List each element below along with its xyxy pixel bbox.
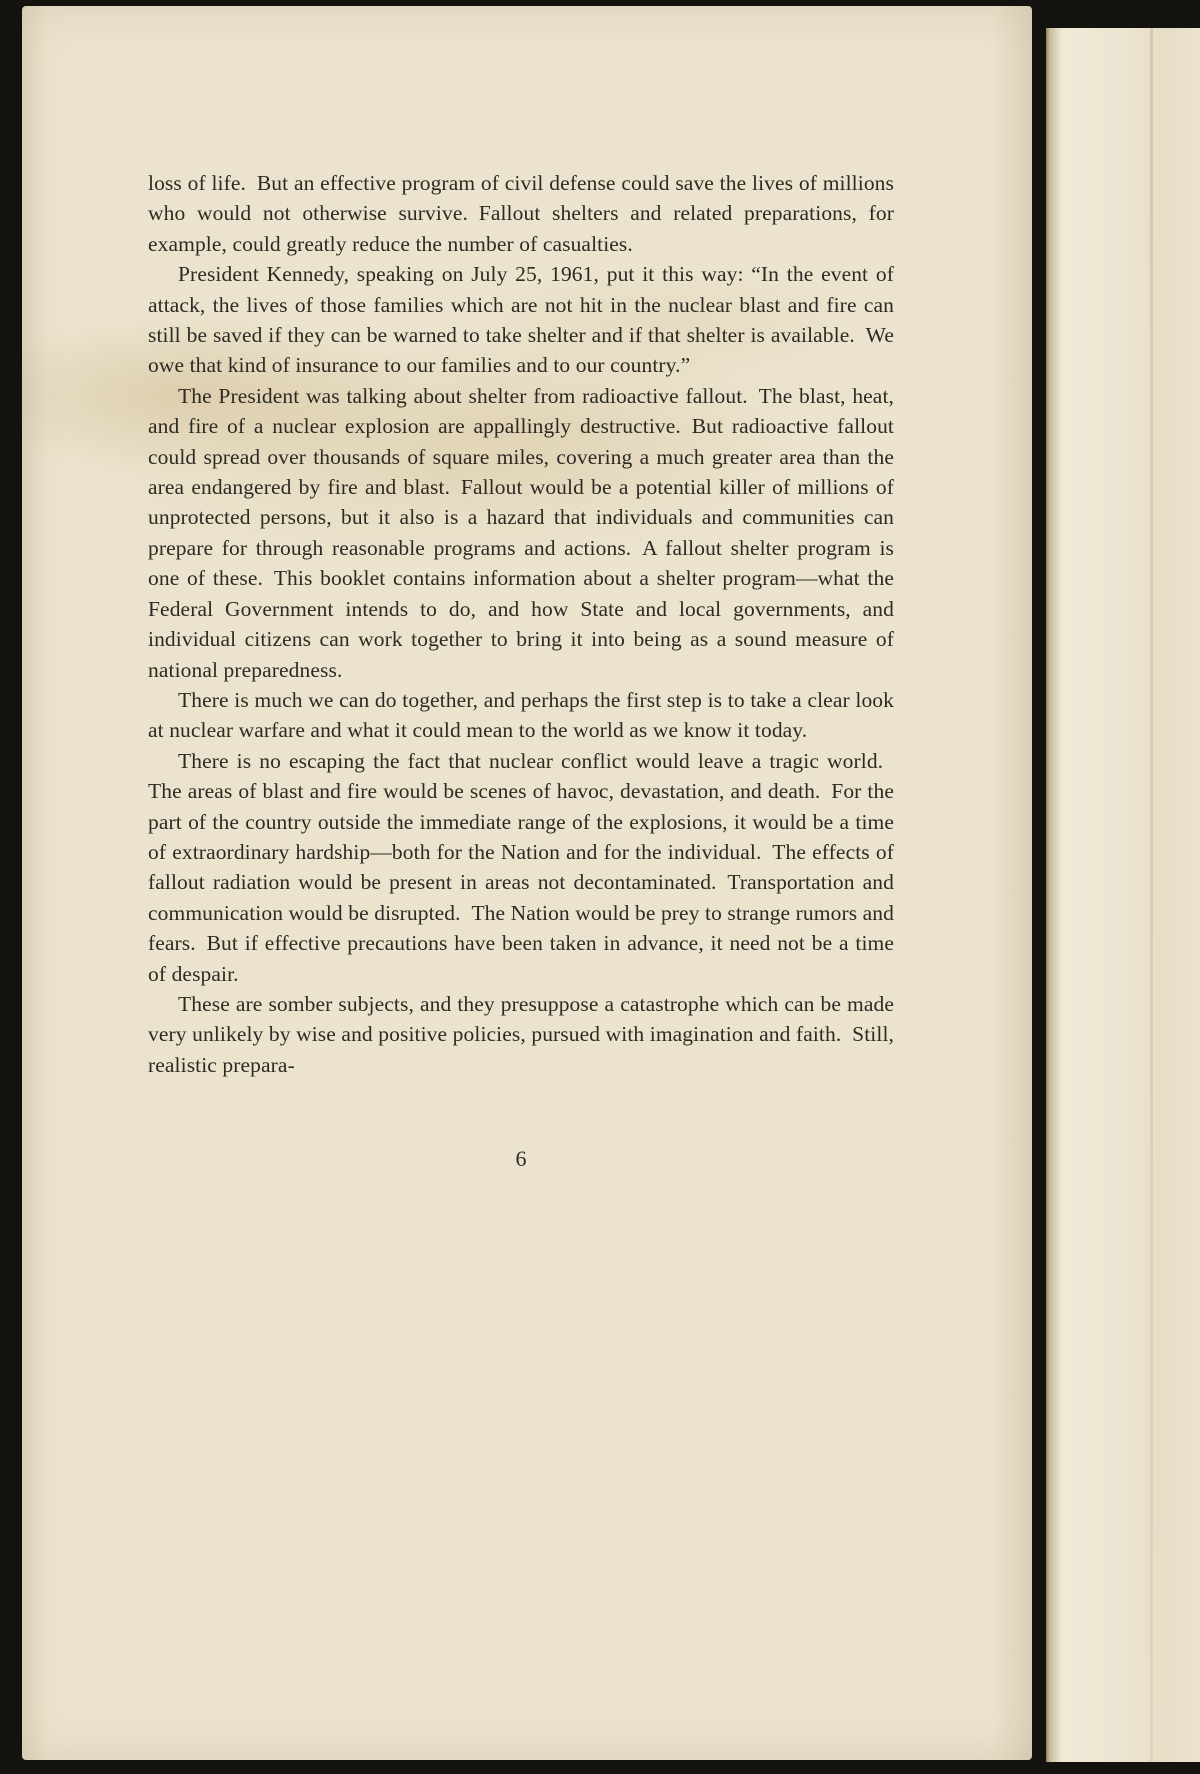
paragraph: There is much we can do together, and perhaps the first step is to take a clear look at nuclear warfare and what it could mean to the world as we know it today. bbox=[148, 687, 894, 743]
page-crease bbox=[1150, 28, 1153, 1762]
adjacent-page-edge bbox=[1046, 28, 1200, 1762]
paragraph: These are somber subjects, and they presuppose a catastrophe which can be made very unlikely by wise and positive policies, pursued with imagination and faith. Still, realistic prepara- bbox=[148, 991, 894, 1077]
paragraph: The President was talking about shelter from radioactive fallout. The blast, heat, and fire of a nuclear explosion are appallingly destructive. But radioactive fallout could spread over thousands of square miles, covering a much greater area than the area endangered by fire and blast. Fallout would be a potential killer of millions of unprotected persons, but it also is a hazard that individuals and communities can prepare for through reasonable programs and actions. A fallout shelter program is one of these. This booklet contains information about a shelter program—what the Federal Government intends to do, and how State and local governments, and individual citizens can work together to bring it into being as a sound measure of national preparedness. bbox=[148, 383, 894, 682]
paragraph: President Kennedy, speaking on July 25, 1961, put it this way: “In the event of attack, the lives of those families which are not hit in the nuclear blast and fire can still be saved if they can be warned to take shelter and if that shelter is available. We owe that kind of insurance to our families and to our country.” bbox=[148, 262, 894, 378]
page-body bbox=[148, 168, 894, 1175]
page-number: 6 bbox=[515, 1146, 527, 1172]
paragraph: loss of life. But an effective program of civil defense could save the lives of millions who would not otherwise survive. Fallout shelters and related preparations, for example, could greatly reduce the number of casualties. bbox=[148, 171, 894, 256]
booklet-page bbox=[22, 6, 1032, 1760]
paragraph: There is no escaping the fact that nuclear conflict would leave a tragic world. The areas of blast and fire would be scenes of havoc, devastation, and death. For the part of the country outside the immediate range of the explosions, it would be a time of extraordinary hardship—both for the Nation and for the individual. The effects of fallout radiation would be present in areas not decontaminated. Transportation and communication would be disrupted. The Nation would be prey to strange rumors and fears. But if effective precautions have been taken in advance, it need not be a time of despair. bbox=[148, 748, 895, 986]
